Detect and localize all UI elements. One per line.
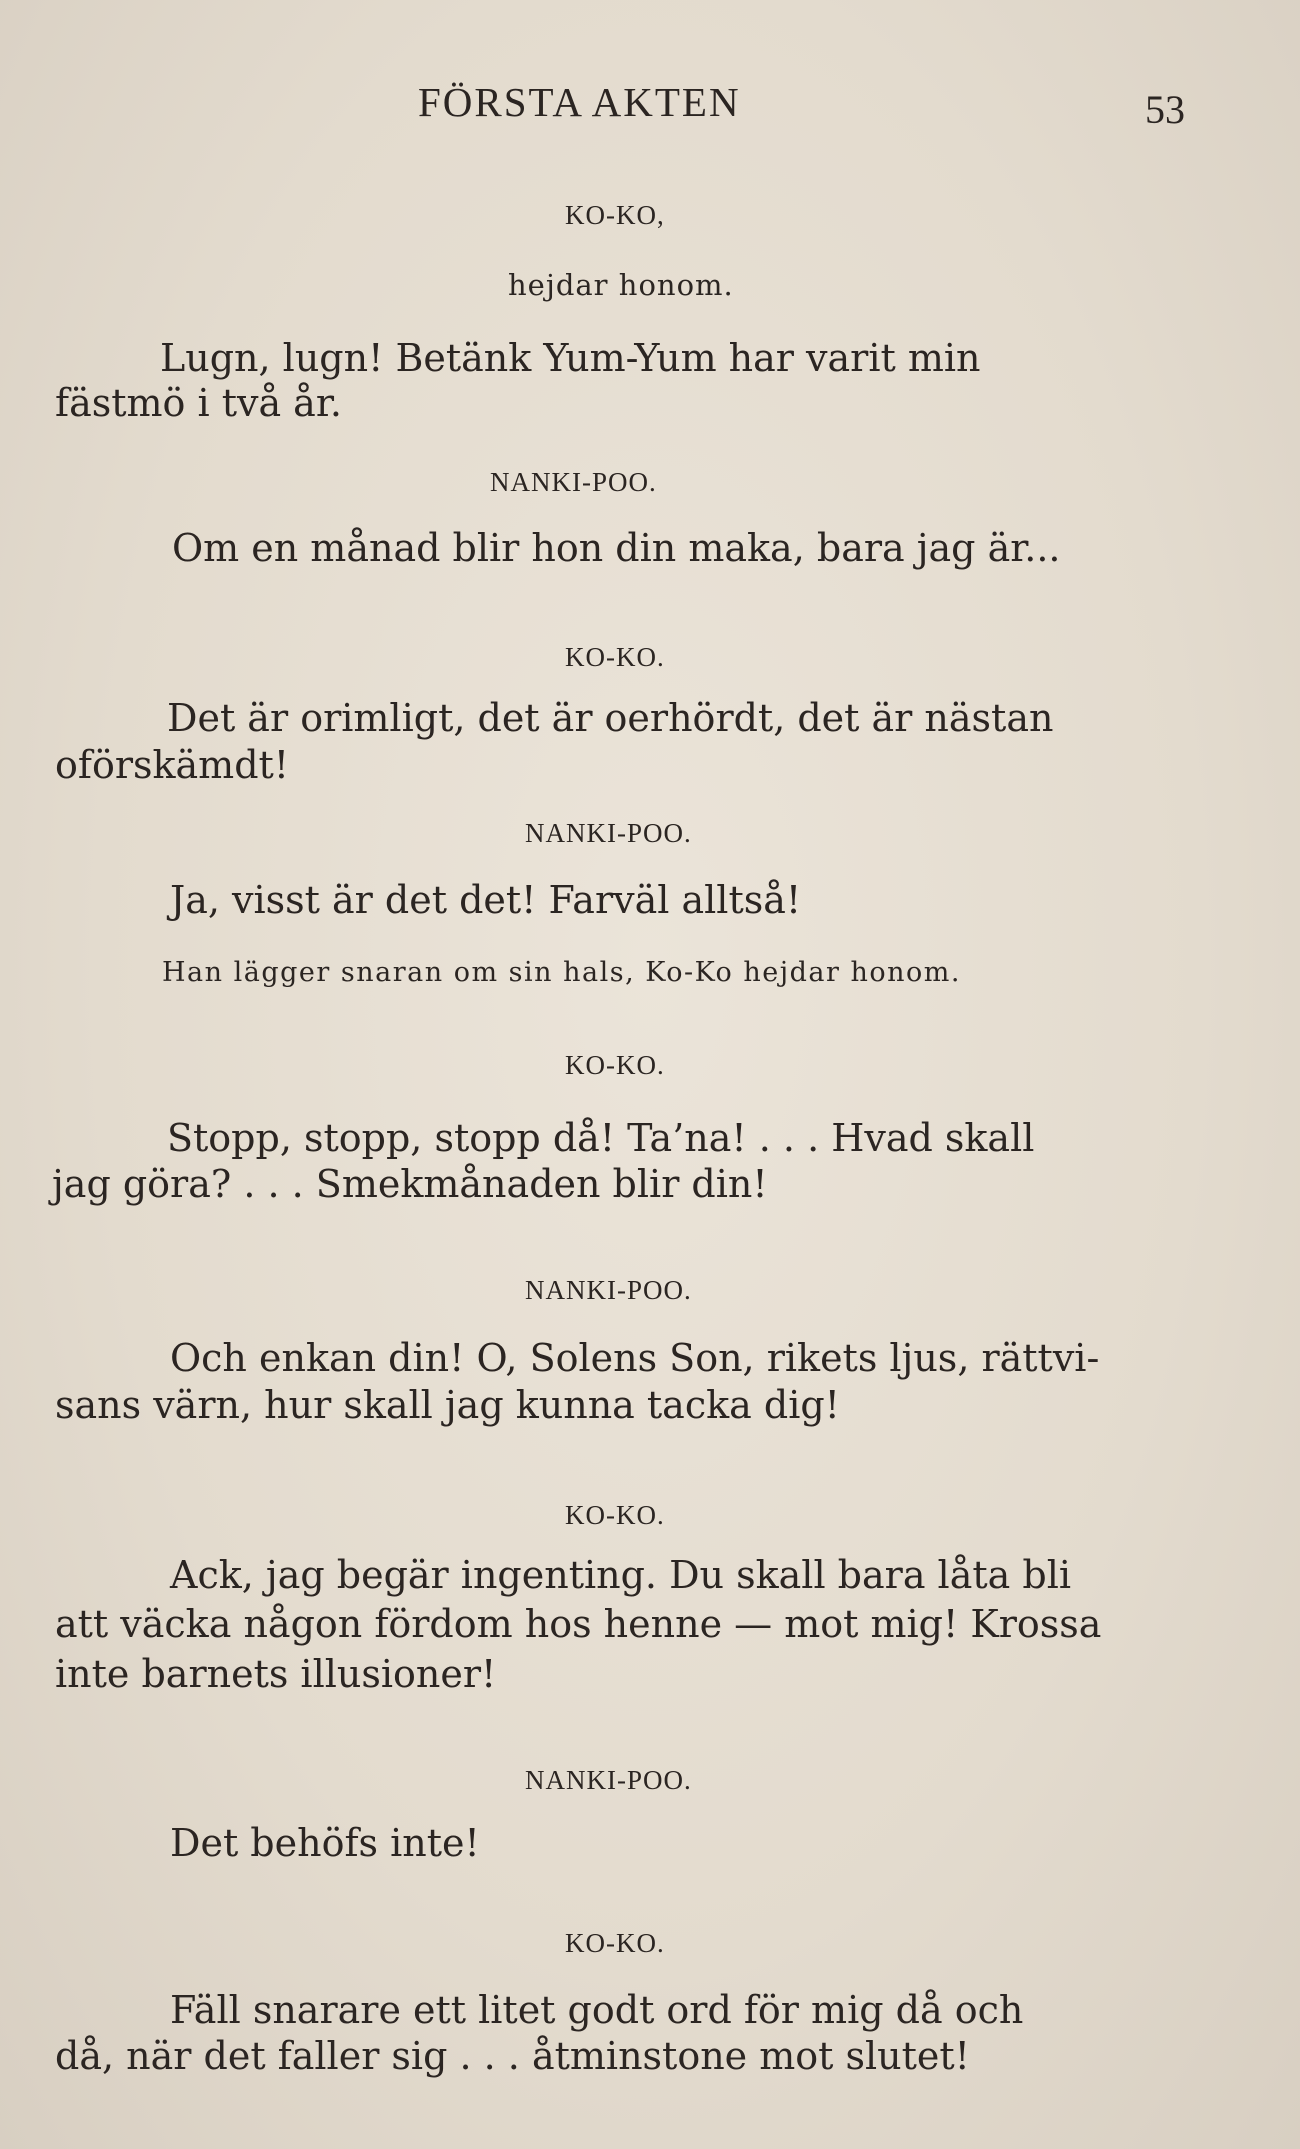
dialogue-line: Ack, jag begär ingenting. Du skall bara låta bli bbox=[170, 1553, 1071, 1597]
speaker-name: KO-KO. bbox=[565, 1500, 665, 1530]
speaker-name: NANKI-POO. bbox=[490, 467, 657, 497]
page-number: 53 bbox=[1145, 87, 1185, 132]
dialogue-line: jag göra? . . . Smekmånaden blir din! bbox=[52, 1162, 768, 1206]
speaker-name: NANKI-POO. bbox=[525, 1765, 692, 1795]
speaker-name: KO-KO. bbox=[565, 642, 665, 672]
dialogue-line: Stopp, stopp, stopp då! Ta’na! . . . Hvad skall bbox=[167, 1116, 1035, 1160]
speaker-name: KO-KO. bbox=[565, 1050, 665, 1080]
dialogue-line: då, när det faller sig . . . åtminstone mot slutet! bbox=[55, 2034, 970, 2078]
speaker-name: NANKI-POO. bbox=[525, 1275, 692, 1305]
stage-direction: Han lägger snaran om sin hals, Ko-Ko hejdar honom. bbox=[162, 957, 961, 988]
dialogue-line: Fäll snarare ett litet godt ord för mig då och bbox=[170, 1988, 1024, 2032]
dialogue-line: att väcka någon fördom hos henne — mot mig! Krossa bbox=[55, 1602, 1102, 1646]
speaker-name: KO-KO, bbox=[565, 200, 665, 230]
speaker-name: KO-KO. bbox=[565, 1928, 665, 1958]
dialogue-line: Det behöfs inte! bbox=[170, 1821, 480, 1865]
dialogue-line: Ja, visst är det det! Farväl alltså! bbox=[170, 878, 802, 922]
dialogue-line: oförskämdt! bbox=[55, 743, 290, 787]
dialogue-line: Det är orimligt, det är oerhördt, det är nästan bbox=[167, 696, 1054, 740]
running-head: FÖRSTA AKTEN bbox=[418, 79, 741, 125]
speaker-name: NANKI-POO. bbox=[525, 818, 692, 848]
dialogue-line: sans värn, hur skall jag kunna tacka dig! bbox=[55, 1383, 840, 1427]
dialogue-line: Om en månad blir hon din maka, bara jag är... bbox=[172, 526, 1061, 570]
dialogue-line: Lugn, lugn! Betänk Yum-Yum har varit min bbox=[160, 336, 981, 380]
stage-direction: hejdar honom. bbox=[508, 268, 734, 302]
dialogue-line: Och enkan din! O, Solens Son, rikets ljus, rättvi- bbox=[170, 1336, 1100, 1380]
dialogue-line: fästmö i två år. bbox=[55, 381, 342, 425]
dialogue-line: inte barnets illusioner! bbox=[55, 1652, 497, 1696]
